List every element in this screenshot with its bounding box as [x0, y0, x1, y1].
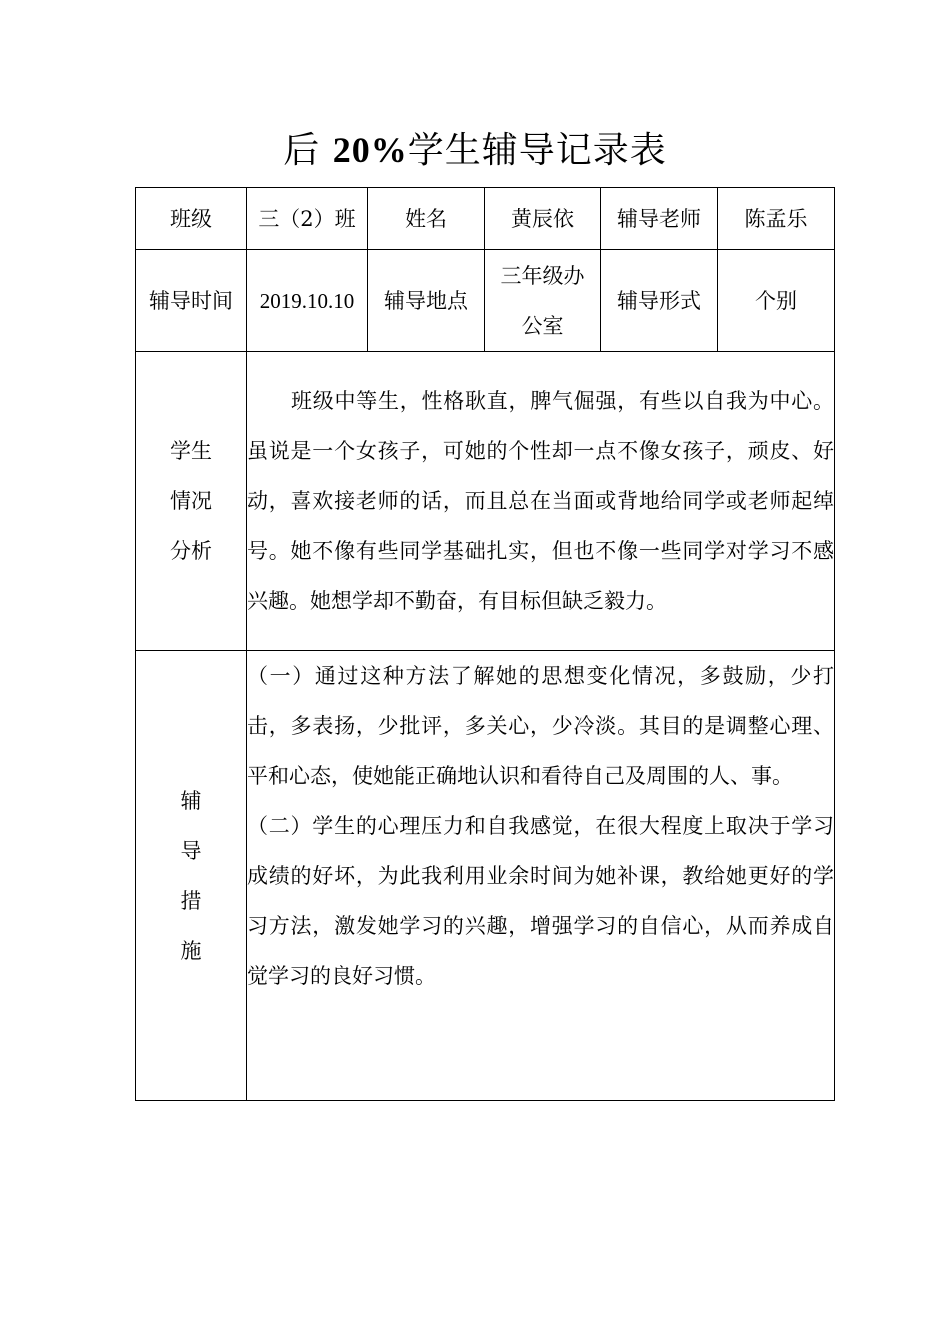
- time-label: 辅导时间: [149, 288, 233, 313]
- form-value-cell: [718, 250, 835, 352]
- form-label-cell: [601, 250, 718, 352]
- analysis-label-line: 情况: [170, 489, 212, 513]
- analysis-text: 班级中等生，性格耿直，脾气倔强，有些以自我为中心。虽说是一个女孩子，可她的个性却一点不像女孩子，顽皮、好动，喜欢接老师的话，而且总在当面或背地给同学或老师起绰号。她不像有些同学基础扎实，但也不像一些同学对学习不感兴趣。她想学却不勤奋，有目标但缺乏毅力。: [247, 389, 834, 613]
- form-value: 个别: [755, 288, 797, 313]
- form-label: 辅导形式: [617, 288, 701, 313]
- teacher-value: 陈孟乐: [744, 206, 808, 231]
- measures-content-cell: [247, 651, 835, 1101]
- class-value-cell: [247, 188, 368, 250]
- place-label-cell: [368, 250, 485, 352]
- table-row-measures: [136, 651, 835, 1101]
- measures-label-line: 措: [180, 888, 202, 913]
- class-value: 三（2）班: [258, 206, 356, 231]
- measures-paragraph-2: （二）学生的心理压力和自我感觉，在很大程度上取决于学习成绩的好坏，为此我利用业余时间为她补课，教给她更好的学习方法，激发她学习的兴趣，增强学习的自信心，从而养成自觉学习的良好习惯。: [247, 814, 834, 988]
- teacher-label: 辅导老师: [617, 206, 701, 231]
- analysis-label-cell: [136, 352, 247, 651]
- title-suffix: 学生辅导记录表: [407, 130, 667, 171]
- analysis-label-line: 学生: [170, 439, 212, 463]
- teacher-value-cell: [718, 188, 835, 250]
- class-label-cell: [136, 188, 247, 250]
- name-label: 姓名: [405, 206, 447, 231]
- record-table: [135, 187, 835, 1101]
- measures-label-line: 施: [180, 938, 202, 963]
- name-value-cell: [485, 188, 601, 250]
- title-prefix: 后: [283, 130, 333, 171]
- measures-label-line: 辅: [180, 788, 202, 813]
- place-label: 辅导地点: [384, 288, 468, 313]
- name-label-cell: [368, 188, 485, 250]
- time-label-cell: [136, 250, 247, 352]
- teacher-label-cell: [601, 188, 718, 250]
- document-title: [0, 122, 950, 179]
- analysis-content-cell: [247, 352, 835, 651]
- place-value: 三年级办公室: [500, 263, 585, 338]
- time-value-cell: [247, 250, 368, 352]
- name-value: 黄辰依: [511, 206, 574, 231]
- time-value: 2019.10.10: [259, 288, 355, 313]
- measures-label-cell: [136, 651, 247, 1101]
- place-value-cell: [485, 250, 601, 352]
- table-row-analysis: [136, 352, 835, 651]
- table-row-basic-info: [136, 188, 835, 250]
- measures-label-line: 导: [180, 838, 202, 863]
- table-row-session-info: [136, 250, 835, 352]
- class-label: 班级: [170, 206, 212, 231]
- title-percent: 20%: [332, 130, 408, 170]
- measures-paragraph-1: （一）通过这种方法了解她的思想变化情况，多鼓励，少打击，多表扬，少批评，多关心，少冷淡。其目的是调整心理、平和心态，使她能正确地认识和看待自己及周围的人、事。: [247, 664, 834, 788]
- analysis-label-line: 分析: [170, 539, 212, 563]
